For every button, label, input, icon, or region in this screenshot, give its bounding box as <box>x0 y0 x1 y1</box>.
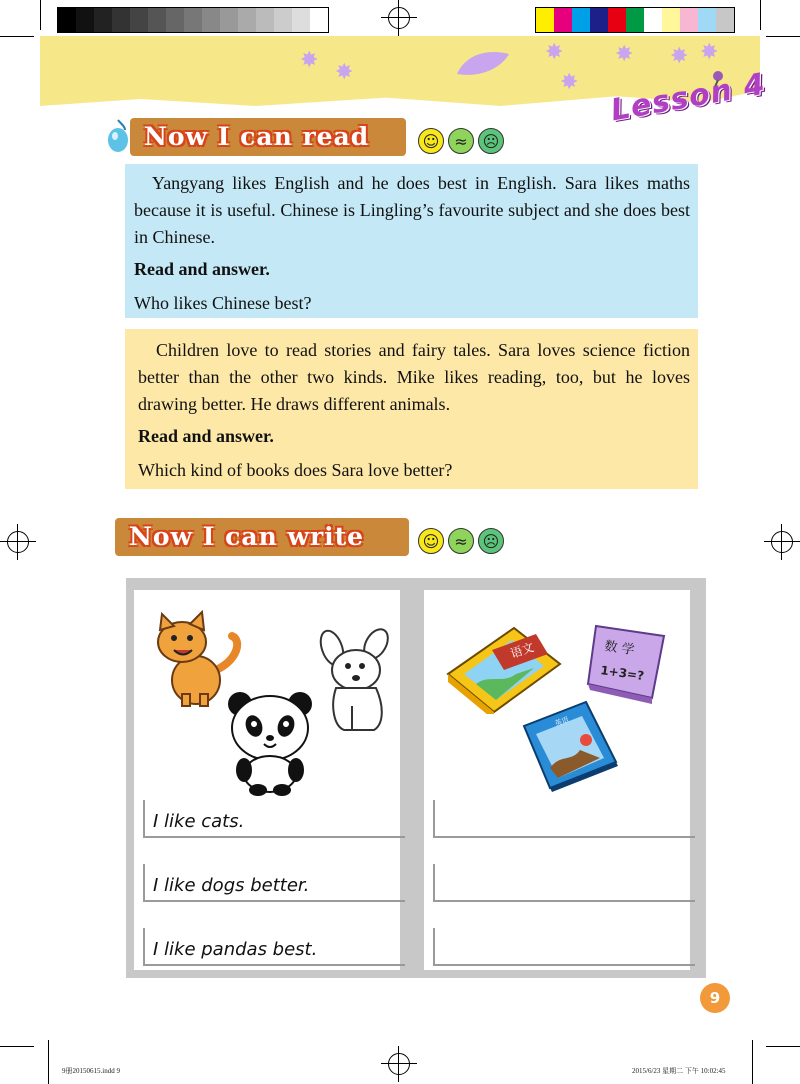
page-number: 9 <box>700 983 730 1013</box>
crop-mark <box>0 1046 34 1047</box>
writing-sentence: I like cats. <box>153 811 245 832</box>
section-title-read-text: Now I can read <box>144 122 370 151</box>
reading-passage-1: Yangyang likes English and he does best in English. Sara likes maths because it is useful. Chinese is Lingling’s favourite subject and she does best in Chinese. <box>134 173 690 247</box>
writing-box-inner <box>134 590 400 970</box>
star-decoration-icon: ✸ <box>615 42 634 67</box>
crop-mark <box>48 1040 49 1084</box>
registration-mark-top <box>381 0 417 36</box>
writing-line-blank[interactable] <box>433 864 695 902</box>
footer-timestamp: 2015/6/23 星期二 下午 10:02:45 <box>632 1067 726 1075</box>
maths-book-formula: 1+3=? <box>599 663 645 684</box>
maths-book-label: 数 学 <box>603 639 636 659</box>
registration-mark-right <box>764 524 800 560</box>
color-calibration-strip <box>535 7 735 33</box>
grayscale-calibration-strip <box>57 7 329 33</box>
writing-line <box>143 864 405 902</box>
read-and-answer-label-2: Read and answer. <box>138 426 274 446</box>
crop-mark <box>752 1040 753 1084</box>
section-title-write <box>115 518 409 556</box>
neutral-icon[interactable]: ≈ <box>448 128 474 154</box>
star-decoration-icon: ✸ <box>335 60 354 85</box>
writing-box-inner <box>424 590 690 970</box>
smile-icon[interactable]: ☺ <box>418 128 444 154</box>
leaf-decoration-icon <box>455 46 511 80</box>
star-decoration-icon: ✸ <box>700 40 719 65</box>
star-decoration-icon: ✸ <box>560 70 579 95</box>
english-book-icon <box>520 698 620 792</box>
frown-icon[interactable]: ☹ <box>478 528 504 554</box>
footer-file-info: 9册20150615.indd 9 <box>62 1067 120 1075</box>
crop-mark <box>760 0 761 30</box>
registration-mark-left <box>0 524 36 560</box>
reading-passage-2: Children love to read stories and fairy tales. Sara loves science fiction better than the other two kinds. Mike likes reading, too, but he loves drawing better. He draws different animals. <box>138 340 690 414</box>
star-decoration-icon: ✸ <box>300 48 319 73</box>
writing-line-blank[interactable] <box>433 928 695 966</box>
dog-icon <box>314 626 400 736</box>
smile-icon[interactable]: ☺ <box>418 528 444 554</box>
english-book-label: 英语 <box>553 715 570 728</box>
read-and-answer-label-1: Read and answer. <box>134 259 270 279</box>
panda-icon <box>220 686 320 796</box>
neutral-icon[interactable]: ≈ <box>448 528 474 554</box>
section-title-read <box>130 118 406 156</box>
writing-sentence: I like pandas best. <box>153 939 318 960</box>
question-2: Which kind of books does Sara love better? <box>138 460 453 480</box>
star-decoration-icon: ✸ <box>670 44 689 69</box>
lesson-label: Lesson 4 <box>608 66 769 129</box>
writing-line-blank[interactable] <box>433 800 695 838</box>
writing-line <box>143 928 405 966</box>
maths-book-icon <box>586 618 672 706</box>
star-decoration-icon: ✸ <box>545 40 564 65</box>
writing-sentence: I like dogs better. <box>153 875 310 896</box>
crop-mark <box>766 1046 800 1047</box>
chinese-book-label: 语文 <box>508 640 536 661</box>
writing-box-animals <box>126 578 416 978</box>
crop-mark <box>40 0 41 30</box>
drop-icon <box>105 118 131 154</box>
section-title-write-text: Now I can write <box>129 522 365 551</box>
crop-mark <box>0 36 34 37</box>
registration-mark-bottom <box>381 1046 417 1082</box>
question-1: Who likes Chinese best? <box>134 293 312 313</box>
writing-line <box>143 800 405 838</box>
crop-mark <box>766 36 800 37</box>
frown-icon[interactable]: ☹ <box>478 128 504 154</box>
writing-box-books <box>416 578 706 978</box>
